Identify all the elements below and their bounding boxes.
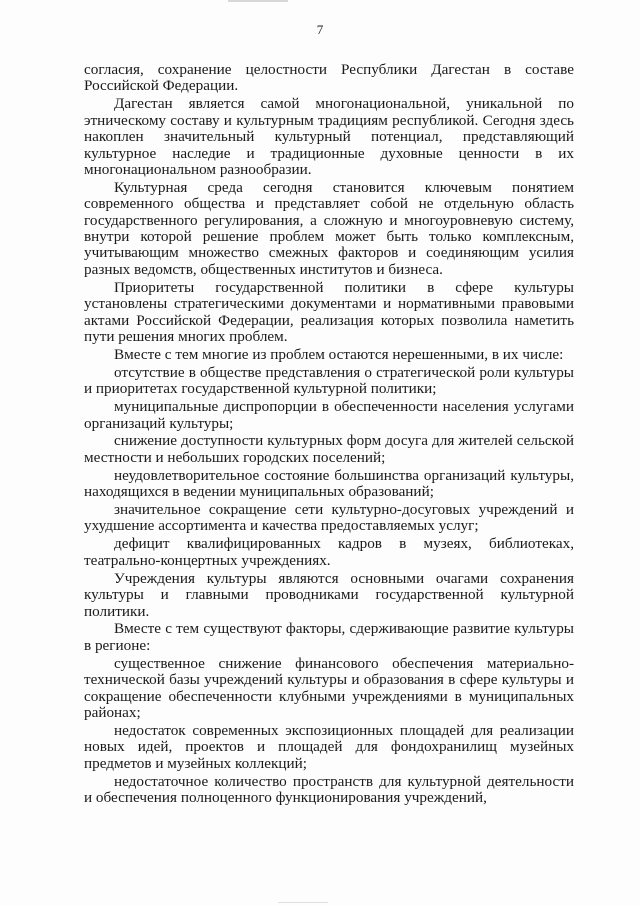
paragraph: Культурная среда сегодня становится ключевым понятием современного общества и представляет собой не отдельную область государственного регулирования, а сложную и многоуровневую систему, внутри которой решение проблем может быть только комплексным, учитывающим множество смежных факторов и соединяющим усилия разных ведомств, общественных институтов и бизнеса. xyxy=(84,178,574,278)
body-text xyxy=(84,62,574,808)
list-paragraph: значительное сокращение сети культурно-досуговых учреждений и ухудшение ассортимента и качества предоставляемых услуг; xyxy=(84,501,574,535)
paragraph: согласия, сохранение целостности Республики Дагестан в составе Российской Федерации. xyxy=(84,61,574,95)
scan-artifact-bottom xyxy=(278,902,328,903)
list-paragraph: неудовлетворительное состояние большинства организаций культуры, находящихся в ведении муниципальных образований; xyxy=(84,466,574,501)
paragraph: Учреждения культуры являются основными очагами сохранения культуры и главными проводниками государственной культурной политики. xyxy=(84,569,574,620)
paragraph: Вместе с тем существуют факторы, сдерживающие развитие культуры в регионе: xyxy=(84,620,574,654)
paragraph: Дагестан является самой многонациональной, уникальной по этническому составу и культурным традициям республикой. Сегодня здесь накоплен значительный культурный потенциал, представляющий культурное наследие и традиционные духовные ценности в их многонациональном разнообразии. xyxy=(84,95,574,178)
list-paragraph: недостаточное количество пространств для культурной деятельности и обеспечения полноценного функционирования учреждений, xyxy=(84,772,574,806)
list-paragraph: существенное снижение финансового обеспечения материально-технической базы учреждений культуры и образования в сфере культуры и сокращение обеспеченности клубными учреждениями в муниципальных районах; xyxy=(84,654,574,721)
page-number: 7 xyxy=(316,22,324,37)
list-paragraph: дефицит квалифицированных кадров в музеях, библиотеках, театрально-концертных учреждениях. xyxy=(84,535,574,569)
list-paragraph: муниципальные диспропорции в обеспеченности населения услугами организаций культуры; xyxy=(84,398,574,432)
scan-artifact-top xyxy=(228,0,288,2)
paragraph: Приоритеты государственной политики в сфере культуры установлены стратегическими документами и нормативными правовыми актами Российской Федерации, реализация которых позволила наметить пути решения многих проблем. xyxy=(84,278,574,345)
list-paragraph: недостаток современных экспозиционных площадей для реализации новых идей, проектов и площадей для фондохранилищ музейных предметов и музейных коллекций; xyxy=(84,721,574,772)
paragraph: Вместе с тем многие из проблем остаются нерешенными, в их числе: xyxy=(114,345,564,363)
list-paragraph: снижение доступности культурных форм досуга для жителей сельской местности и небольших городских поселений; xyxy=(84,432,574,466)
list-paragraph: отсутствие в обществе представления о стратегической роли культуры и приоритетах государственной культурной политики; xyxy=(84,363,574,398)
